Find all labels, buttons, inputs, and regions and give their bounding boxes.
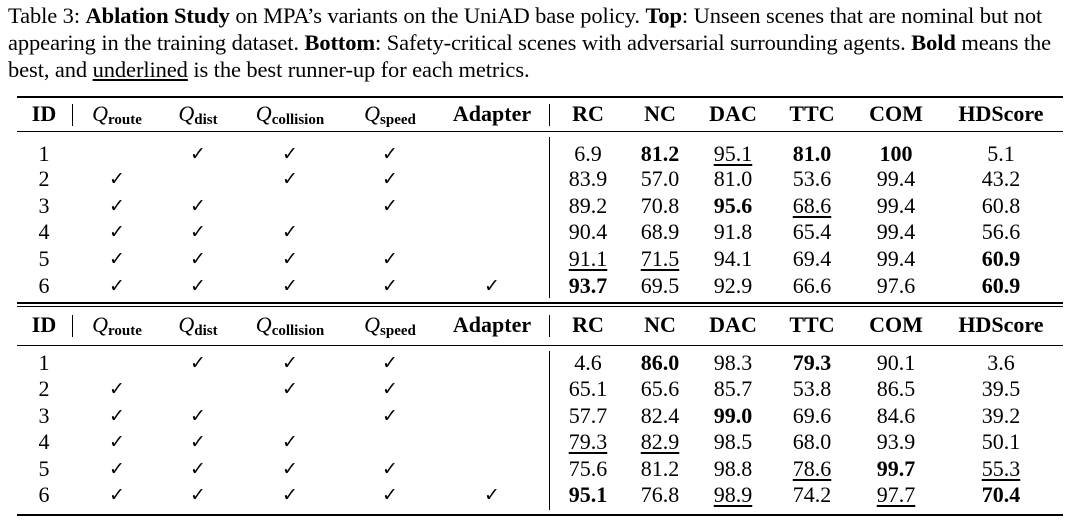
checkmark-icon: ✓ bbox=[382, 168, 398, 190]
checkmark-icon: ✓ bbox=[484, 484, 500, 506]
checkmark-icon: ✓ bbox=[382, 352, 398, 374]
checkmark-icon: ✓ bbox=[190, 431, 206, 453]
caption-text-1: on MPA’s variants on the UniAD base policy. bbox=[229, 3, 646, 28]
metric-value: 84.6 bbox=[876, 403, 916, 428]
checkmark-icon: ✓ bbox=[282, 143, 298, 165]
metric-value: 53.8 bbox=[792, 376, 832, 401]
checkmark-icon: ✓ bbox=[282, 458, 298, 480]
table-rule-bottom-header bbox=[17, 345, 1063, 346]
metric-value: 97.6 bbox=[876, 273, 916, 298]
checkmark-icon: ✓ bbox=[382, 195, 398, 217]
column-header-dac: DAC bbox=[709, 312, 757, 337]
checkmark-icon: ✓ bbox=[190, 458, 206, 480]
checkmark-icon: ✓ bbox=[109, 378, 125, 400]
column-header-dac: DAC bbox=[709, 101, 757, 126]
checkmark-icon: ✓ bbox=[282, 378, 298, 400]
checkmark-icon: ✓ bbox=[109, 431, 125, 453]
metric-value: 66.6 bbox=[792, 273, 832, 298]
metric-value: 65.4 bbox=[792, 219, 832, 244]
table-rule-top-bottom bbox=[17, 302, 1063, 304]
column-header-id: ID bbox=[31, 312, 57, 337]
metric-value: 60.9 bbox=[981, 246, 1021, 271]
caption-bold-ablation: Ablation Study bbox=[85, 3, 230, 28]
metric-value: 90.1 bbox=[876, 350, 916, 375]
metric-value: 69.6 bbox=[792, 403, 832, 428]
separator-metrics bbox=[549, 137, 550, 298]
column-header-adapter: Adapter bbox=[452, 312, 532, 337]
metric-value: 85.7 bbox=[713, 376, 753, 401]
metric-value: 99.4 bbox=[876, 193, 916, 218]
checkmark-icon: ✓ bbox=[109, 458, 125, 480]
metric-value: 57.0 bbox=[640, 166, 680, 191]
metric-value: 99.4 bbox=[876, 166, 916, 191]
separator-adapter-header bbox=[549, 315, 550, 337]
metric-value: 93.9 bbox=[876, 429, 916, 454]
checkmark-icon: ✓ bbox=[109, 195, 125, 217]
checkmark-icon: ✓ bbox=[382, 405, 398, 427]
metric-value: 4.6 bbox=[574, 350, 602, 375]
metric-value: 90.4 bbox=[568, 219, 608, 244]
metric-value: 95.6 bbox=[713, 193, 753, 218]
column-header-q-speed bbox=[364, 312, 416, 344]
column-header-q-dist bbox=[178, 101, 217, 133]
checkmark-icon: ✓ bbox=[109, 484, 125, 506]
q-symbol: Q bbox=[92, 101, 108, 126]
column-header-ttc: TTC bbox=[789, 312, 835, 337]
checkmark-icon: ✓ bbox=[382, 458, 398, 480]
metric-value: 81.2 bbox=[640, 456, 680, 481]
checkmark-icon: ✓ bbox=[190, 143, 206, 165]
metric-value: 86.0 bbox=[640, 350, 680, 375]
caption-text-2: : Unseen scenes that are nominal but not appearing in the training dataset. bbox=[8, 3, 1043, 55]
separator-id-header bbox=[72, 315, 73, 337]
column-header-com: COM bbox=[869, 101, 923, 126]
metric-value: 71.5 bbox=[640, 246, 680, 271]
checkmark-icon: ✓ bbox=[190, 484, 206, 506]
metric-value: 86.5 bbox=[876, 376, 916, 401]
column-header-hdscore: HDScore bbox=[958, 101, 1044, 126]
column-header-q-collision bbox=[256, 101, 324, 133]
column-header-id: ID bbox=[31, 101, 57, 126]
row-id: 3 bbox=[38, 403, 50, 428]
metric-value: 3.6 bbox=[987, 350, 1015, 375]
metric-value: 78.6 bbox=[792, 456, 832, 481]
metric-value: 82.9 bbox=[640, 429, 680, 454]
metric-value: 95.1 bbox=[713, 141, 753, 166]
metric-value: 56.6 bbox=[981, 219, 1021, 244]
metric-value: 39.2 bbox=[981, 403, 1021, 428]
q-subscript: route bbox=[108, 112, 142, 128]
metric-value: 53.6 bbox=[792, 166, 832, 191]
metric-value: 65.6 bbox=[640, 376, 680, 401]
checkmark-icon: ✓ bbox=[282, 352, 298, 374]
column-header-ttc: TTC bbox=[789, 101, 835, 126]
q-symbol: Q bbox=[92, 312, 108, 337]
separator-adapter-header bbox=[549, 104, 550, 126]
metric-value: 92.9 bbox=[713, 273, 753, 298]
metric-value: 65.1 bbox=[568, 376, 608, 401]
metric-value: 99.4 bbox=[876, 246, 916, 271]
metric-value: 76.8 bbox=[640, 482, 680, 507]
checkmark-icon: ✓ bbox=[190, 405, 206, 427]
metric-value: 50.1 bbox=[981, 429, 1021, 454]
metric-value: 60.9 bbox=[981, 273, 1021, 298]
metric-value: 81.0 bbox=[792, 141, 832, 166]
column-header-q-speed bbox=[364, 101, 416, 133]
metric-value: 39.5 bbox=[981, 376, 1021, 401]
row-id: 1 bbox=[38, 350, 50, 375]
metric-value: 98.8 bbox=[713, 456, 753, 481]
checkmark-icon: ✓ bbox=[190, 195, 206, 217]
metric-value: 95.1 bbox=[568, 482, 608, 507]
row-id: 6 bbox=[38, 482, 50, 507]
metric-value: 97.7 bbox=[876, 482, 916, 507]
metric-value: 99.0 bbox=[713, 403, 753, 428]
table-rule-top-header bbox=[17, 131, 1063, 132]
column-header-q-collision bbox=[256, 312, 324, 344]
checkmark-icon: ✓ bbox=[282, 221, 298, 243]
q-subscript: speed bbox=[380, 112, 416, 128]
metric-value: 70.4 bbox=[981, 482, 1021, 507]
checkmark-icon: ✓ bbox=[484, 275, 500, 297]
checkmark-icon: ✓ bbox=[109, 275, 125, 297]
metric-value: 69.5 bbox=[640, 273, 680, 298]
metric-value: 91.8 bbox=[713, 219, 753, 244]
metric-value: 70.8 bbox=[640, 193, 680, 218]
q-subscript: collision bbox=[271, 323, 325, 339]
column-header-adapter: Adapter bbox=[452, 101, 532, 126]
checkmark-icon: ✓ bbox=[190, 352, 206, 374]
q-subscript: collision bbox=[271, 112, 325, 128]
row-id: 6 bbox=[38, 273, 50, 298]
checkmark-icon: ✓ bbox=[382, 248, 398, 270]
q-subscript: route bbox=[108, 323, 142, 339]
metric-value: 57.7 bbox=[568, 403, 608, 428]
checkmark-icon: ✓ bbox=[190, 221, 206, 243]
column-header-q-route bbox=[92, 312, 142, 344]
metric-value: 99.7 bbox=[876, 456, 916, 481]
checkmark-icon: ✓ bbox=[382, 275, 398, 297]
column-header-hdscore: HDScore bbox=[958, 312, 1044, 337]
separator-id-header bbox=[72, 104, 73, 126]
metric-value: 6.9 bbox=[574, 141, 602, 166]
table-rule-bottom-top bbox=[17, 306, 1063, 307]
metric-value: 81.2 bbox=[640, 141, 680, 166]
metric-value: 91.1 bbox=[568, 246, 608, 271]
metric-value: 75.6 bbox=[568, 456, 608, 481]
metric-value: 93.7 bbox=[568, 273, 608, 298]
metric-value: 94.1 bbox=[713, 246, 753, 271]
column-header-rc: RC bbox=[572, 101, 604, 126]
metric-value: 99.4 bbox=[876, 219, 916, 244]
row-id: 2 bbox=[38, 166, 50, 191]
checkmark-icon: ✓ bbox=[382, 143, 398, 165]
column-header-q-dist bbox=[178, 312, 217, 344]
checkmark-icon: ✓ bbox=[282, 431, 298, 453]
row-id: 4 bbox=[38, 219, 50, 244]
column-header-nc: NC bbox=[644, 101, 676, 126]
column-header-rc: RC bbox=[572, 312, 604, 337]
metric-value: 68.9 bbox=[640, 219, 680, 244]
checkmark-icon: ✓ bbox=[109, 221, 125, 243]
caption-bold-bold: Bold bbox=[911, 30, 956, 55]
row-id: 5 bbox=[38, 246, 50, 271]
metric-value: 89.2 bbox=[568, 193, 608, 218]
q-symbol: Q bbox=[255, 312, 272, 337]
column-header-com: COM bbox=[869, 312, 923, 337]
metric-value: 79.3 bbox=[568, 429, 608, 454]
checkmark-icon: ✓ bbox=[282, 484, 298, 506]
metric-value: 100 bbox=[879, 141, 913, 166]
q-subscript: dist bbox=[194, 323, 218, 339]
checkmark-icon: ✓ bbox=[282, 248, 298, 270]
checkmark-icon: ✓ bbox=[382, 378, 398, 400]
metric-value: 98.5 bbox=[713, 429, 753, 454]
metric-value: 69.4 bbox=[792, 246, 832, 271]
caption-label: Table 3: bbox=[8, 3, 80, 28]
metric-value: 60.8 bbox=[981, 193, 1021, 218]
q-subscript: speed bbox=[380, 323, 416, 339]
metric-value: 82.4 bbox=[640, 403, 680, 428]
column-header-q-route bbox=[92, 101, 142, 133]
checkmark-icon: ✓ bbox=[190, 275, 206, 297]
checkmark-icon: ✓ bbox=[282, 168, 298, 190]
metric-value: 74.2 bbox=[792, 482, 832, 507]
checkmark-icon: ✓ bbox=[109, 405, 125, 427]
caption-bold-top: Top bbox=[645, 3, 682, 28]
checkmark-icon: ✓ bbox=[382, 484, 398, 506]
metric-value: 81.0 bbox=[713, 166, 753, 191]
row-id: 4 bbox=[38, 429, 50, 454]
q-subscript: dist bbox=[194, 112, 218, 128]
metric-value: 55.3 bbox=[981, 456, 1021, 481]
table-rule-bottom-bottom bbox=[17, 514, 1063, 516]
metric-value: 68.6 bbox=[792, 193, 832, 218]
metric-value: 43.2 bbox=[981, 166, 1021, 191]
table-caption bbox=[8, 2, 1074, 83]
checkmark-icon: ✓ bbox=[190, 248, 206, 270]
caption-underlined: underlined bbox=[92, 57, 188, 82]
row-id: 5 bbox=[38, 456, 50, 481]
column-header-nc: NC bbox=[644, 312, 676, 337]
metric-value: 83.9 bbox=[568, 166, 608, 191]
row-id: 3 bbox=[38, 193, 50, 218]
metric-value: 68.0 bbox=[792, 429, 832, 454]
metric-value: 5.1 bbox=[987, 141, 1015, 166]
metric-value: 98.9 bbox=[713, 482, 753, 507]
q-symbol: Q bbox=[364, 101, 381, 126]
q-symbol: Q bbox=[178, 312, 195, 337]
checkmark-icon: ✓ bbox=[109, 168, 125, 190]
q-symbol: Q bbox=[178, 101, 195, 126]
row-id: 2 bbox=[38, 376, 50, 401]
checkmark-icon: ✓ bbox=[282, 275, 298, 297]
caption-text-3: : Safety-critical scenes with adversarial surrounding agents. bbox=[375, 30, 912, 55]
metric-value: 98.3 bbox=[713, 350, 753, 375]
caption-text-5: is the best runner-up for each metrics. bbox=[187, 57, 530, 82]
checkmark-icon: ✓ bbox=[109, 248, 125, 270]
row-id: 1 bbox=[38, 141, 50, 166]
caption-text-4: means the best, and bbox=[8, 30, 1052, 82]
metric-value: 79.3 bbox=[792, 350, 832, 375]
q-symbol: Q bbox=[255, 101, 272, 126]
table-rule-top-top bbox=[17, 96, 1063, 98]
q-symbol: Q bbox=[364, 312, 381, 337]
separator-metrics bbox=[549, 351, 550, 510]
caption-bold-bottom: Bottom bbox=[304, 30, 376, 55]
